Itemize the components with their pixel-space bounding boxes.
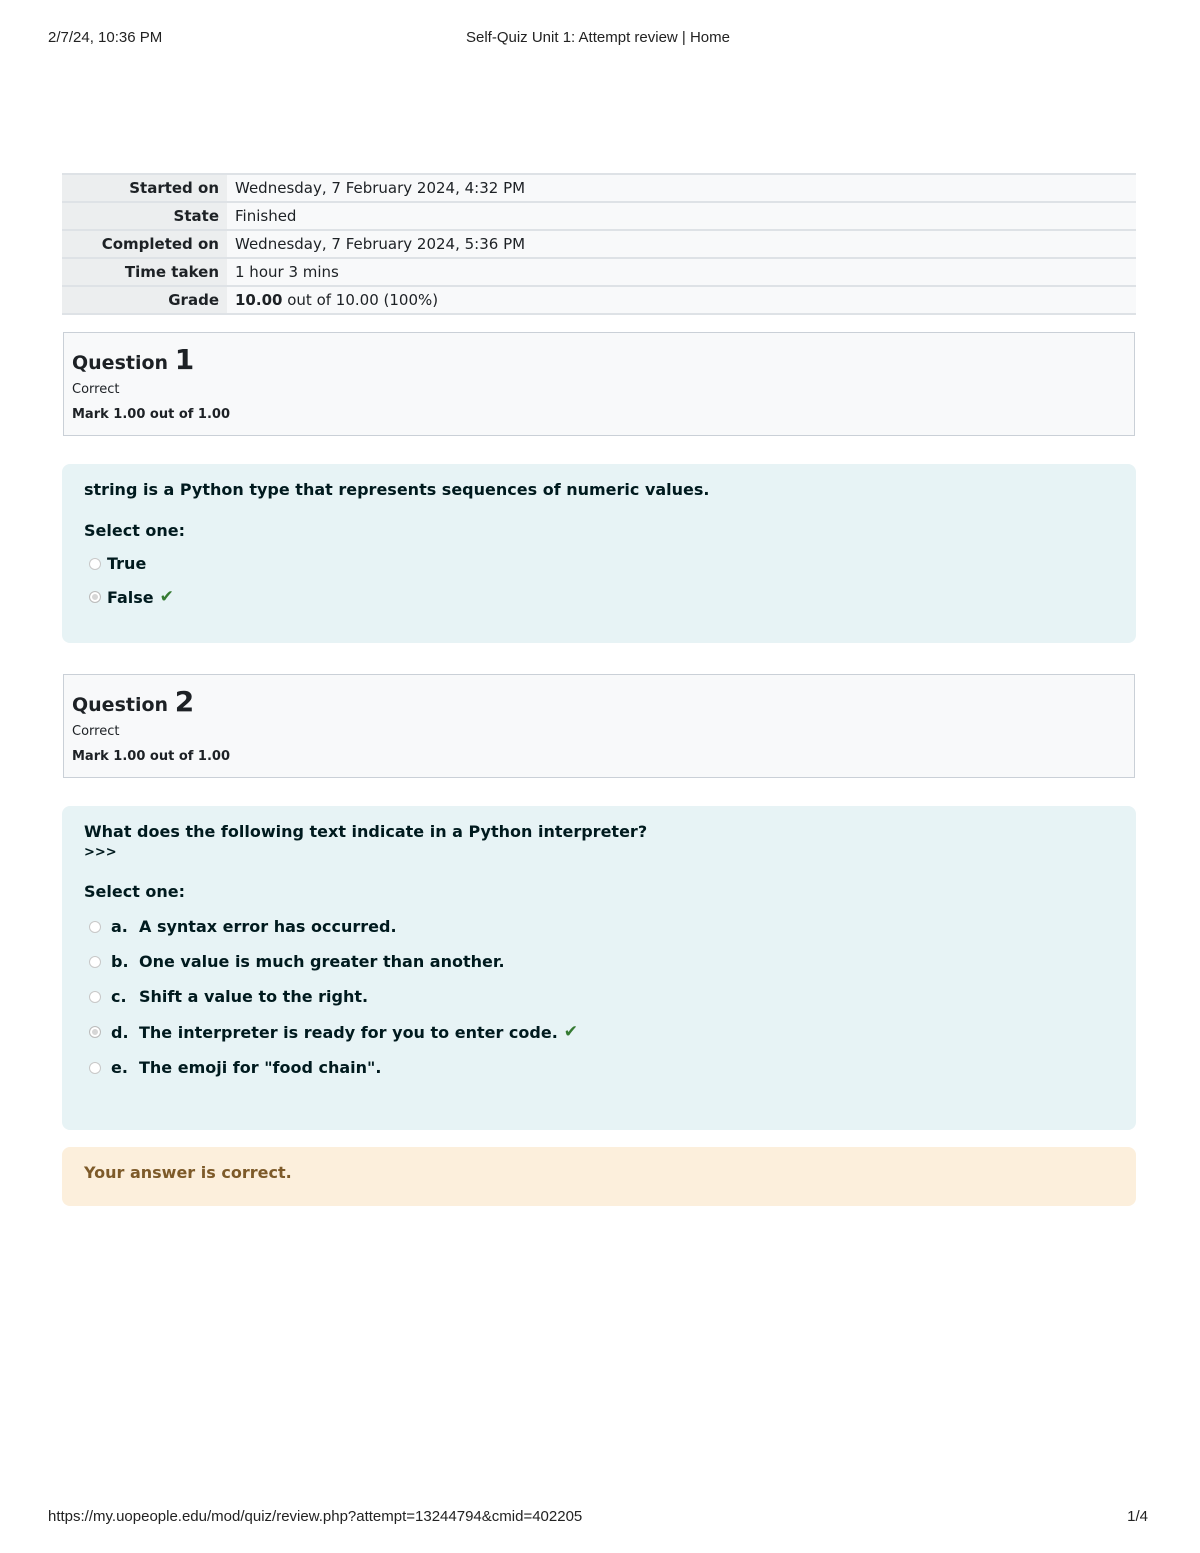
check-icon: ✔ [159,587,174,607]
print-url: https://my.uopeople.edu/mod/quiz/review.php?attempt=13244794&cmid=402205 [48,1508,583,1525]
summary-value: Wednesday, 7 February 2024, 5:36 PM [227,230,1136,258]
summary-label: State [62,202,227,230]
interpreter-prompt-code: >>> [84,845,117,860]
question-word: Question [72,352,169,374]
question-state: Correct [72,724,120,739]
answer-option-d[interactable] [84,1022,1114,1042]
option-label: The emoji for "food chain". [139,1058,382,1077]
question-formulation-2 [62,806,1136,1130]
question-word: Question [72,694,169,716]
option-label: True [107,554,147,573]
option-label: One value is much greater than another. [139,952,505,971]
option-label: False [107,587,154,607]
option-letter: c. [111,987,127,1006]
radio-icon[interactable] [89,558,101,570]
summary-label: Time taken [62,258,227,286]
option-letter: e. [111,1058,128,1077]
summary-grade-value [227,286,1136,314]
radio-icon[interactable] [89,921,101,933]
question-info-2 [63,674,1135,778]
select-prompt: Select one: [84,882,186,901]
answer-feedback: Your answer is correct. [62,1147,1136,1206]
answer-option-false[interactable] [84,587,1114,607]
question-mark: Mark 1.00 out of 1.00 [72,407,231,422]
option-label: A syntax error has occurred. [139,917,397,936]
print-page-number: 1/4 [1127,1508,1148,1525]
print-header [48,29,1148,46]
summary-row-grade [62,286,1136,314]
summary-label: Grade [62,286,227,314]
print-footer [48,1508,1148,1525]
option-letter: b. [111,952,129,971]
summary-value: Finished [227,202,1136,230]
grade-score: 10.00 [235,291,283,309]
question-state: Correct [72,382,120,397]
attempt-summary-table [62,173,1136,315]
question-title [72,685,1126,718]
answer-option-true[interactable] [84,554,1114,573]
radio-icon[interactable] [89,591,101,603]
summary-value: Wednesday, 7 February 2024, 4:32 PM [227,174,1136,202]
answer-option-a[interactable] [84,917,1114,936]
summary-row [62,174,1136,202]
question-info-1 [63,332,1135,436]
option-label: Shift a value to the right. [139,987,369,1006]
select-prompt: Select one: [84,521,186,540]
question-number: 1 [174,343,195,376]
answer-option-b[interactable] [84,952,1114,971]
question-title [72,343,1126,376]
option-label: The interpreter is ready for you to enter code. [139,1022,558,1042]
print-datetime: 2/7/24, 10:36 PM [48,29,163,46]
summary-row [62,258,1136,286]
grade-rest: out of 10.00 (100%) [287,291,439,309]
summary-label: Started on [62,174,227,202]
summary-value: 1 hour 3 mins [227,258,1136,286]
summary-row [62,202,1136,230]
radio-icon[interactable] [89,991,101,1003]
question-formulation-1 [62,464,1136,643]
answer-option-e[interactable] [84,1058,1114,1077]
option-letter: d. [111,1022,129,1042]
summary-row [62,230,1136,258]
summary-label: Completed on [62,230,227,258]
question-text: What does the following text indicate in a Python interpreter? [84,822,648,841]
option-letter: a. [111,917,128,936]
question-mark: Mark 1.00 out of 1.00 [72,749,231,764]
check-icon: ✔ [563,1022,579,1042]
radio-icon[interactable] [89,1026,101,1038]
answer-option-c[interactable] [84,987,1114,1006]
question-number: 2 [174,685,195,718]
question-text: string is a Python type that represents sequences of numeric values. [84,480,710,499]
radio-icon[interactable] [89,1062,101,1074]
radio-icon[interactable] [89,956,101,968]
print-title: Self-Quiz Unit 1: Attempt review | Home [466,29,730,46]
